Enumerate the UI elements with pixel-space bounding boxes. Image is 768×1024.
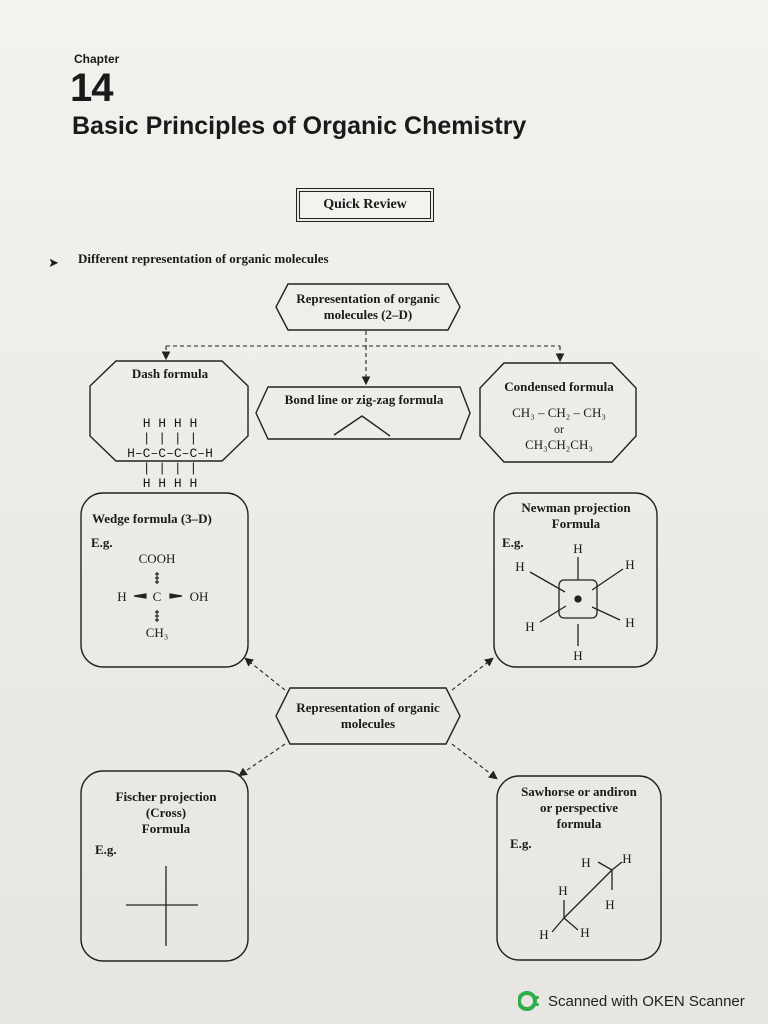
scanner-watermark: [518, 990, 745, 1012]
sawhorse-h1: H: [581, 855, 591, 870]
newman-title: Newman projection Formula: [521, 500, 631, 531]
sawhorse-title: Sawhorse or andiron or perspective formula: [521, 784, 637, 831]
bondline-title: Bond line or zig-zag formula: [284, 392, 444, 407]
condensed-or: or: [554, 422, 564, 436]
newman-eg: E.g.: [502, 535, 524, 550]
top-root-text: Representation of organic molecules (2–D): [296, 291, 440, 322]
chapter-title: Basic Principles of Organic Chemistry: [72, 112, 527, 140]
newman-projection-icon: [530, 557, 623, 646]
newman-h-lower-right: H: [625, 615, 635, 630]
fischer-title: Fischer projection (Cross) Formula: [115, 789, 217, 836]
newman-h-upper-left: H: [515, 559, 525, 574]
condensed-title: Condensed formula: [504, 379, 614, 394]
wedge-right-group: OH: [189, 589, 209, 604]
sawhorse-h5: H: [539, 927, 549, 942]
sawhorse-h3: H: [558, 883, 568, 898]
oken-scanner-logo-icon: [518, 990, 540, 1012]
chapter-label: Chapter: [74, 52, 120, 66]
center-root-text: Representation of organic molecules: [296, 700, 440, 731]
dash-formula-structure: H H H H | | | | H–C–C–C–C–H | | | | H H H H: [127, 416, 213, 491]
sawhorse-h4: H: [605, 897, 615, 912]
fischer-eg: E.g.: [95, 842, 117, 857]
wedge-left-atom: H: [117, 589, 127, 604]
sawhorse-h6: H: [580, 925, 590, 940]
scanner-watermark-text: Scanned with OKEN Scanner: [548, 992, 745, 1010]
newman-h-bottom: H: [573, 648, 583, 663]
dash-formula-title: Dash formula: [131, 366, 209, 381]
zigzag-icon: [334, 416, 390, 436]
wedge-center-atom: C: [152, 589, 162, 604]
sawhorse-h2: H: [622, 851, 632, 866]
section-heading: Different representation of organic molecules: [78, 251, 329, 266]
quick-review-label: Quick Review: [323, 197, 407, 212]
condensed-formula-2: CH₃CH₂CH₃: [525, 437, 593, 452]
bullet-arrow-icon: ➤: [48, 256, 59, 271]
chapter-number: 14: [70, 66, 113, 110]
wedge-top-group: COOH: [138, 551, 176, 566]
wedge-eg: E.g.: [91, 535, 113, 550]
newman-h-lower-left: H: [525, 619, 535, 634]
condensed-formula-1: CH₃ – CH₂ – CH₃: [512, 405, 606, 420]
wedge-title: Wedge formula (3–D): [92, 511, 212, 526]
sawhorse-eg: E.g.: [510, 836, 532, 851]
newman-h-upper-right: H: [625, 557, 635, 572]
fischer-cross-icon: [126, 866, 198, 946]
wedge-bottom-group: CH₃: [145, 625, 169, 640]
newman-h-top: H: [573, 541, 583, 556]
